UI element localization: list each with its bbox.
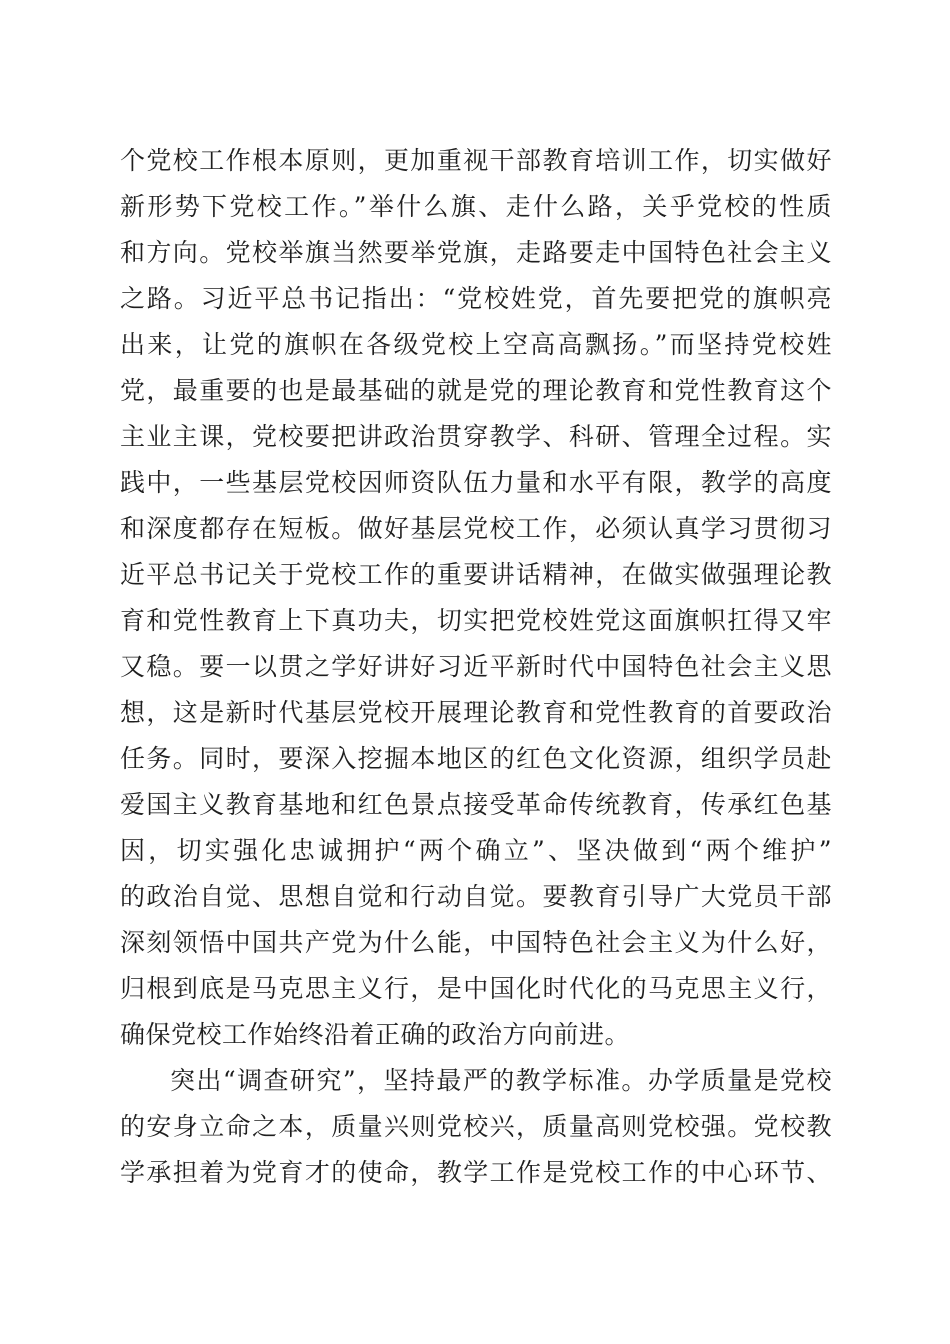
text-line: 归根到底是马克思主义行，是中国化时代化的马克思主义行，	[120, 974, 832, 1003]
text-line: 的政治自觉、思想自觉和行动自觉。要教育引导广大党员干部	[120, 882, 832, 911]
text-line: 个党校工作根本原则，更加重视干部教育培训工作，切实做好	[120, 146, 832, 175]
text-line: 又稳。要一以贯之学好讲好习近平新时代中国特色社会主义思	[120, 652, 832, 681]
text-line: 爱国主义教育基地和红色景点接受革命传统教育，传承红色基	[120, 790, 832, 819]
paragraph-end-line: 确保党校工作始终沿着正确的政治方向前进。	[120, 1020, 631, 1049]
text-line: 近平总书记关于党校工作的重要讲话精神，在做实做强理论教	[120, 560, 832, 589]
text-line: 育和党性教育上下真功夫，切实把党校姓党这面旗帜扛得又牢	[120, 606, 832, 635]
text-line: 学承担着为党育才的使命，教学工作是党校工作的中心环节、	[120, 1158, 832, 1187]
text-line: 深刻领悟中国共产党为什么能，中国特色社会主义为什么好，	[120, 928, 832, 957]
text-line: 主业主课，党校要把讲政治贯穿教学、科研、管理全过程。实	[120, 422, 832, 451]
text-line: 新形势下党校工作。”举什么旗、走什么路，关乎党校的性质	[120, 192, 832, 221]
text-line: 因，切实强化忠诚拥护“两个确立”、坚决做到“两个维护”	[120, 836, 832, 865]
text-line: 党，最重要的也是最基础的就是党的理论教育和党性教育这个	[120, 376, 832, 405]
text-line: 出来，让党的旗帜在各级党校上空高高飘扬。”而坚持党校姓	[120, 330, 832, 359]
paragraph-start-line: 突出“调查研究”，坚持最严的教学标准。办学质量是党校	[170, 1066, 832, 1095]
text-line: 的安身立命之本，质量兴则党校兴，质量高则党校强。党校教	[120, 1112, 832, 1141]
text-line: 想，这是新时代基层党校开展理论教育和党性教育的首要政治	[120, 698, 832, 727]
text-line: 任务。同时，要深入挖掘本地区的红色文化资源，组织学员赴	[120, 744, 832, 773]
text-line: 践中，一些基层党校因师资队伍力量和水平有限，教学的高度	[120, 468, 832, 497]
text-line: 和深度都存在短板。做好基层党校工作，必须认真学习贯彻习	[120, 514, 832, 543]
text-line: 之路。习近平总书记指出：“党校姓党，首先要把党的旗帜亮	[120, 284, 832, 313]
text-line: 和方向。党校举旗当然要举党旗，走路要走中国特色社会主义	[120, 238, 832, 267]
